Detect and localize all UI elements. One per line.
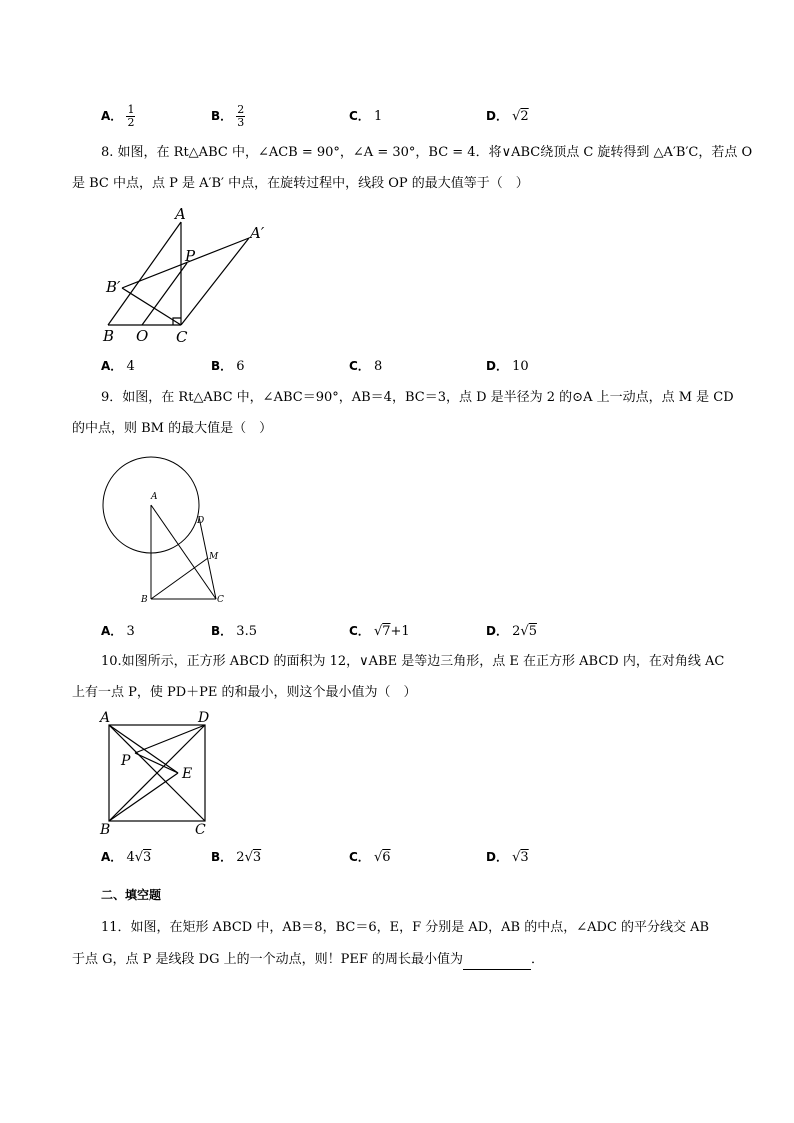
q10-figure: [95, 708, 220, 838]
q11-text-line1: 11．如图，在矩形 ABCD 中，AB＝8，BC＝6，E，F 分别是 AD，AB 的中点，∠ADC 的平分线交 AB: [101, 920, 710, 935]
label-b: B: [100, 822, 111, 838]
q8-figure: [95, 200, 285, 348]
label-a: A: [175, 205, 186, 223]
q10-option-a: A． 4√3: [101, 850, 152, 865]
fraction: $\frac{2}{3}$: [237, 103, 245, 129]
q9-figure: [95, 455, 245, 610]
label-b: B: [103, 327, 115, 345]
label-d: D: [198, 710, 210, 726]
q10-option-c: C． √6: [349, 850, 391, 865]
label-c: C: [195, 822, 206, 838]
q7-option-b: B． $\frac{2}{3}$: [211, 103, 245, 129]
label-c: C: [176, 328, 188, 346]
section-title: 二、填空题: [101, 888, 162, 902]
q9-text-line2: 的中点，则 BM 的最大值是（ ）: [72, 421, 273, 436]
q10-option-d: D． √3: [486, 850, 529, 865]
label-d: D: [197, 516, 205, 526]
q8-option-b: B． 6: [211, 359, 245, 374]
q7-option-c: C． 1: [349, 109, 383, 124]
q10-text-line1: 10.如图所示，正方形 ABCD 的面积为 12，∨ABE 是等边三角形，点 E 在正方形 ABCD 内，在对角线 AC: [101, 654, 725, 669]
q8-text-line1: 8. 如图，在 Rt△ABC 中，∠ACB = 90°，∠A = 30°，BC = 4．将∨ABC绕顶点 C 旋转得到 △A′B′C，若点 O: [101, 145, 753, 160]
fraction: $\frac{1}{2}$: [127, 103, 135, 129]
q9-option-d: D． 2√5: [486, 624, 537, 639]
q10-text-line2: 上有一点 P，使 PD＋PE 的和最小，则这个最小值为（ ）: [72, 685, 417, 700]
label-a-prime: A′: [250, 224, 265, 242]
answer-blank[interactable]: [463, 955, 531, 970]
q8-option-c: C． 8: [349, 359, 383, 374]
label-p: P: [121, 753, 131, 769]
q8-option-d: D． 10: [486, 359, 529, 374]
q9-option-a: A． 3: [101, 624, 135, 639]
q7-option-d: D． √2: [486, 109, 529, 124]
label-a: A: [100, 710, 111, 726]
label-a: A: [151, 492, 158, 502]
label-p: P: [185, 247, 196, 265]
q8-option-a: A． 4: [101, 359, 135, 374]
label-b: B: [141, 595, 148, 605]
q9-text-line1: 9．如图，在 Rt△ABC 中，∠ABC＝90°，AB＝4，BC＝3，点 D 是半径为 2 的⊙A 上一动点，点 M 是 CD: [101, 390, 734, 405]
q11-text-line2: 于点 G，点 P 是线段 DG 上的一个动点，则！PEF 的周长最小值为 ．: [72, 950, 544, 970]
label-e: E: [182, 766, 193, 782]
q9-option-c: C． √7+1: [349, 624, 410, 639]
q10-option-b: B． 2√3: [211, 850, 262, 865]
label-b-prime: B′: [106, 278, 121, 296]
label-m: M: [209, 552, 219, 562]
q7-option-a: A． $\frac{1}{2}$: [101, 103, 135, 129]
q8-text-line2: 是 BC 中点，点 P 是 A′B′ 中点，在旋转过程中，线段 OP 的最大值等于（ ）: [72, 176, 529, 191]
label-c: C: [217, 595, 224, 605]
label-o: O: [136, 327, 149, 345]
q9-option-b: B． 3.5: [211, 624, 257, 639]
